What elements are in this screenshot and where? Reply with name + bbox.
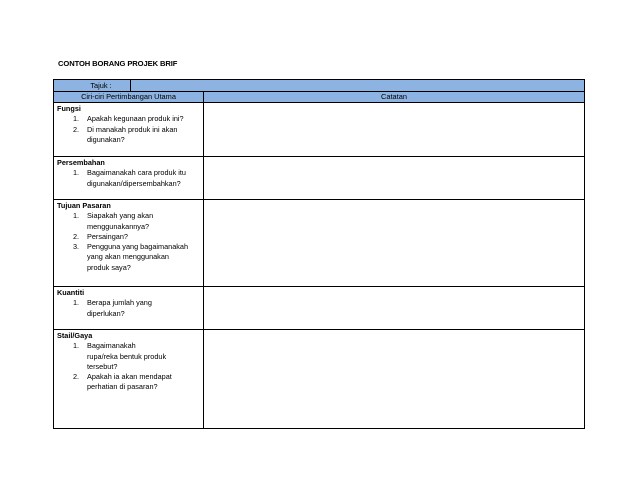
question-text: diperlukan?	[87, 308, 125, 318]
question-item	[57, 372, 203, 393]
tajuk-label: Tajuk :	[90, 81, 112, 90]
criteria-cell	[54, 287, 204, 329]
question-number: 2.	[73, 372, 80, 382]
section-title: Stail/Gaya	[57, 331, 93, 340]
section-title: Kuantiti	[57, 288, 85, 297]
question-text: tersebut?	[87, 361, 118, 371]
notes-cell[interactable]	[204, 200, 584, 286]
question-number: 1.	[73, 114, 80, 124]
question-item	[57, 232, 203, 242]
question-list	[57, 168, 203, 189]
notes-cell[interactable]	[204, 287, 584, 329]
question-item	[57, 114, 203, 124]
question-number: 1.	[73, 341, 80, 351]
question-text: Bagaimanakah	[87, 341, 136, 351]
question-item	[57, 298, 203, 319]
notes-cell[interactable]	[204, 103, 584, 156]
question-text: Siapakah yang akan	[87, 211, 154, 221]
section-kuantiti	[54, 287, 584, 330]
question-number: 1.	[73, 298, 80, 308]
document-title: CONTOH BORANG PROJEK BRIF	[58, 59, 178, 68]
question-number: 1.	[73, 168, 80, 178]
tajuk-row	[54, 80, 584, 92]
question-number: 2.	[73, 124, 80, 134]
question-text: menggunakannya?	[87, 221, 150, 231]
criteria-cell	[54, 330, 204, 429]
question-item	[57, 125, 203, 146]
criteria-cell	[54, 157, 204, 199]
question-item	[57, 211, 203, 232]
section-title: Tujuan Pasaran	[57, 201, 111, 210]
question-item	[57, 168, 203, 189]
question-list	[57, 341, 203, 392]
column-header-criteria: Ciri-ciri Pertimbangan Utama	[54, 92, 204, 102]
criteria-cell	[54, 200, 204, 286]
section-fungsi	[54, 103, 584, 157]
brief-form-table	[53, 79, 585, 429]
question-text: produk saya?	[87, 262, 131, 272]
question-text: Bagaimanakah cara produk itu	[87, 168, 186, 178]
question-text: rupa/reka bentuk produk	[87, 351, 167, 361]
question-list	[57, 298, 203, 319]
question-number: 1.	[73, 211, 80, 221]
question-text: Berapa jumlah yang	[87, 298, 152, 308]
section-persembahan	[54, 157, 584, 200]
question-item	[57, 242, 203, 273]
question-number: 2.	[73, 231, 80, 241]
question-text: Apakah ia akan mendapat	[87, 372, 172, 382]
column-header-notes: Catatan	[381, 92, 407, 101]
criteria-cell	[54, 103, 204, 156]
question-text: digunakan/dipersembahkan?	[87, 178, 181, 188]
section-tujuan-pasaran	[54, 200, 584, 287]
section-stail-gaya	[54, 330, 584, 429]
question-text: Di manakah produk ini akan	[87, 124, 178, 134]
question-text: Pengguna yang bagaimanakah	[87, 242, 189, 252]
question-text: perhatian di pasaran?	[87, 382, 158, 392]
question-item	[57, 341, 203, 372]
section-title: Persembahan	[57, 158, 105, 167]
question-text: yang akan menggunakan	[87, 252, 169, 262]
notes-cell[interactable]	[204, 330, 584, 429]
question-text: Apakah kegunaan produk ini?	[87, 114, 184, 124]
notes-cell[interactable]	[204, 157, 584, 199]
question-list	[57, 114, 203, 145]
column-header-row	[54, 92, 584, 103]
tajuk-value-field[interactable]	[130, 80, 586, 91]
tajuk-label-cell	[54, 80, 131, 91]
section-title: Fungsi	[57, 104, 81, 113]
question-list	[57, 211, 203, 273]
question-text: digunakan?	[87, 134, 125, 144]
question-number: 3.	[73, 242, 80, 252]
question-text: Persaingan?	[87, 231, 128, 241]
